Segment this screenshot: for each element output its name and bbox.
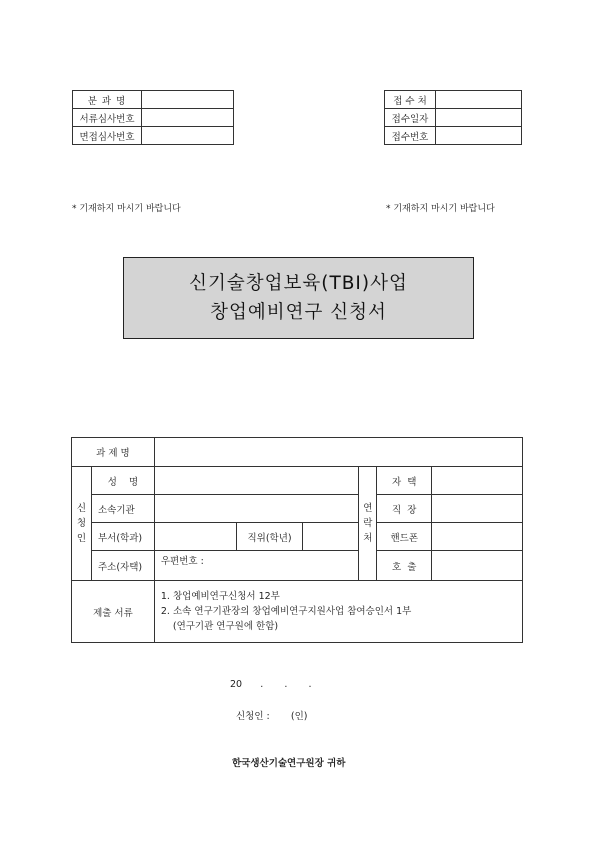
department-label: 부서(학과) <box>91 523 154 551</box>
name-label: 성 명 <box>91 467 154 495</box>
application-date: 20 . . . <box>230 679 312 690</box>
applicant-signature: 신청인 : (인) <box>236 711 308 722</box>
interview-number-field[interactable] <box>142 127 234 145</box>
pager-label: 호 출 <box>377 551 432 581</box>
applicant-label: 신 청 인 <box>72 467 92 581</box>
document-title-box <box>123 257 474 339</box>
organization-label: 소속기관 <box>91 495 154 523</box>
document-review-number-field[interactable] <box>142 109 234 127</box>
mobile-phone-label: 핸드폰 <box>377 523 432 551</box>
title-line-2: 창업예비연구 신청서 <box>210 302 387 323</box>
division-label: 분 과 명 <box>73 91 142 109</box>
document-item: 1. 창업예비연구신청서 12부 <box>160 591 280 602</box>
home-phone-field[interactable] <box>432 467 523 495</box>
do-not-fill-note-right: * 기재하지 마시기 바랍니다 <box>386 204 495 214</box>
reception-number-field[interactable] <box>436 127 522 145</box>
reception-office-field[interactable] <box>436 91 522 109</box>
pager-field[interactable] <box>432 551 523 581</box>
department-field[interactable] <box>154 523 236 551</box>
reception-date-field[interactable] <box>436 109 522 127</box>
position-field[interactable] <box>303 523 359 551</box>
interview-number-label: 면접심사번호 <box>73 127 142 145</box>
submitted-documents-label: 제출 서류 <box>72 581 155 643</box>
contact-label: 연 락 처 <box>359 467 377 581</box>
document-review-number-label: 서류심사번호 <box>73 109 142 127</box>
addressee: 한국생산기술연구원장 귀하 <box>232 758 346 769</box>
reception-number-label: 접수번호 <box>385 127 436 145</box>
division-field[interactable] <box>142 91 234 109</box>
document-item-note: (연구기관 연구원에 한함) <box>172 621 279 632</box>
address-label: 주소(자택) <box>91 551 154 581</box>
submitted-documents-list <box>154 581 522 643</box>
address-field[interactable] <box>154 551 358 581</box>
name-field[interactable] <box>154 467 358 495</box>
organization-field[interactable] <box>154 495 358 523</box>
document-item: 2. 소속 연구기관장의 창업예비연구지원사업 참여승인서 1부 <box>160 606 412 617</box>
application-form-table <box>71 437 523 643</box>
mobile-phone-field[interactable] <box>432 523 523 551</box>
project-name-field[interactable] <box>154 438 522 467</box>
postal-code-label: 우편번호 : <box>160 556 204 567</box>
review-info-table <box>72 90 234 145</box>
home-phone-label: 자 택 <box>377 467 432 495</box>
office-phone-label: 직 장 <box>377 495 432 523</box>
office-phone-field[interactable] <box>432 495 523 523</box>
title-line-1: 신기술창업보육(TBI)사업 <box>189 273 408 294</box>
reception-info-table <box>384 90 522 145</box>
do-not-fill-note-left: * 기재하지 마시기 바랍니다 <box>72 204 181 214</box>
project-name-label: 과 제 명 <box>72 438 155 467</box>
position-label: 직위(학년) <box>236 523 303 551</box>
reception-date-label: 접수일자 <box>385 109 436 127</box>
reception-office-label: 접 수 처 <box>385 91 436 109</box>
